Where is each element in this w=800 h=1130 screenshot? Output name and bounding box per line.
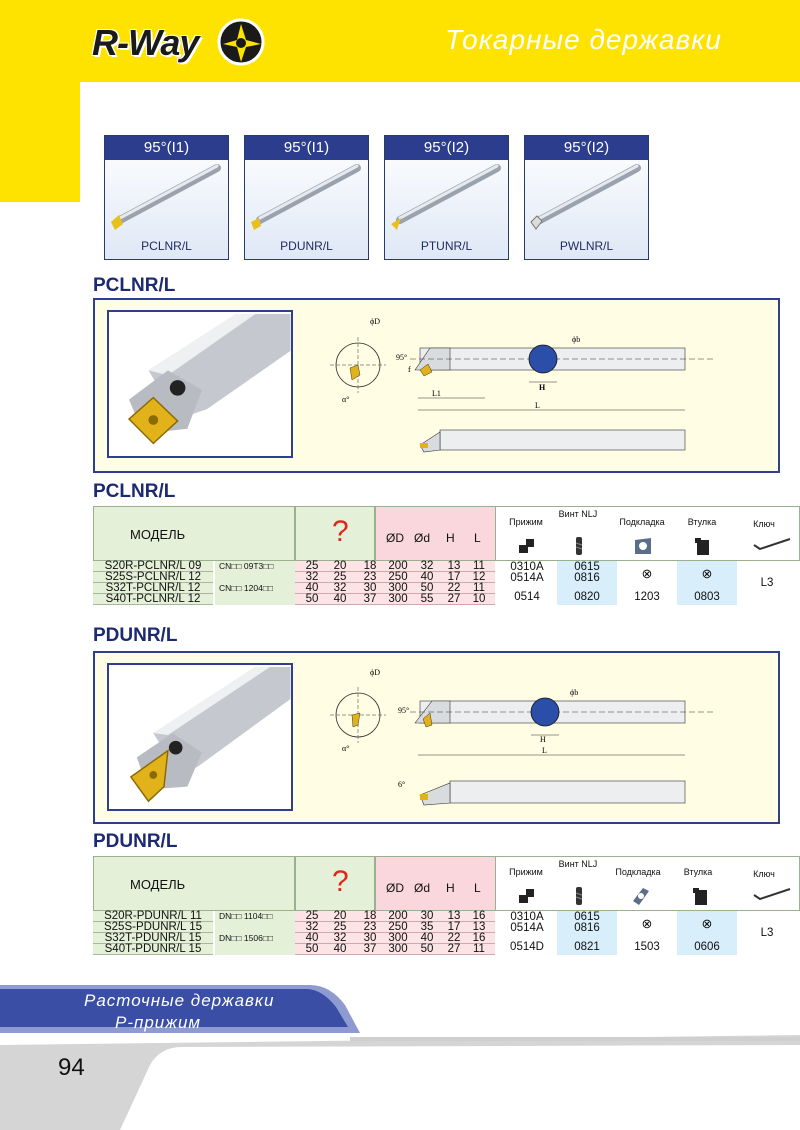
- parts-header-cell: [495, 506, 800, 561]
- model-cell: S40T-PDUNR/L 15: [93, 944, 213, 955]
- pdunr-technical-drawing: [320, 663, 770, 818]
- clamp-icon: [516, 535, 538, 557]
- dim-h-label: H: [539, 383, 546, 392]
- insert-cell: CN□□ 09T3□□: [215, 561, 295, 572]
- dim-header: L: [474, 881, 481, 895]
- dim-angle-label: 95°: [398, 706, 410, 715]
- card-label: PTUNR/L: [420, 239, 473, 253]
- dim-header: L: [474, 531, 481, 545]
- dim-cell: 50: [420, 943, 434, 955]
- clamp-cell: 0514A: [510, 922, 544, 934]
- section-title-pclnr: PCLNR/L: [93, 275, 176, 296]
- card-angle: 95°(I1): [105, 136, 228, 160]
- insert-cell: [215, 922, 295, 933]
- pclnr-drawing-panel: [93, 298, 780, 473]
- dim-f-label: f: [408, 365, 411, 374]
- page-number: 94: [58, 1054, 85, 1081]
- holder-photo-image: [109, 312, 291, 456]
- model-header-cell: [93, 506, 295, 561]
- dim-cell: 22: [447, 932, 461, 944]
- dim-cell: 32: [305, 571, 319, 583]
- card-angle: 95°(I2): [525, 136, 648, 160]
- card-angle: 95°(I2): [385, 136, 508, 160]
- shim-cell: 1503: [634, 941, 660, 953]
- insert-cell: [215, 594, 295, 605]
- dim-cell: 25: [333, 571, 347, 583]
- dim-cell: 12: [472, 571, 486, 583]
- dim-cell: 40: [333, 593, 347, 605]
- dim-cell: 17: [447, 921, 461, 933]
- holder-photo-image: [109, 665, 291, 809]
- dim-header: ØD: [386, 881, 404, 895]
- dim-cell: 40: [333, 943, 347, 955]
- dim-cell: 27: [447, 593, 461, 605]
- dim-angle-label: 95°: [396, 353, 408, 362]
- insert-cell: [215, 572, 295, 583]
- dim-header: ØD: [386, 531, 404, 545]
- dim-cell: 50: [305, 593, 319, 605]
- dim-alpha-label: α°: [342, 744, 350, 753]
- dim-cell: 23: [363, 571, 377, 583]
- footer-line1: Расточные державки: [84, 991, 275, 1010]
- part-header: Винт NLJ: [558, 509, 598, 519]
- dim-cell: 200: [388, 910, 408, 922]
- clamp-cell: 0514: [514, 591, 540, 603]
- sleeve-icon: [692, 535, 714, 557]
- dim-cell: 300: [388, 943, 408, 955]
- side-tab: [0, 82, 80, 202]
- dim-d-label: ϕD: [370, 317, 380, 326]
- screw-cell: 0615: [574, 561, 600, 573]
- clamp-cell: 0310A: [510, 561, 544, 573]
- dim-cell: 32: [305, 921, 319, 933]
- type-card-ptunr[interactable]: [384, 135, 509, 260]
- model-cell: S25S-PCLNR/L 12: [93, 572, 213, 583]
- model-cell: S20R-PDUNR/L 11: [93, 911, 213, 922]
- insert-cell: CN□□ 1204□□: [215, 583, 295, 594]
- part-header: Винт NLJ: [558, 859, 598, 869]
- dim-header: Ød: [414, 881, 431, 895]
- model-cell: S32T-PDUNR/L 15: [93, 933, 213, 944]
- part-header: Ключ: [753, 869, 775, 879]
- dim-l-label: L: [535, 401, 540, 410]
- dim-cell: 30: [420, 910, 434, 922]
- model-cell: S32T-PCLNR/L 12: [93, 583, 213, 594]
- pclnr-photo: [107, 310, 293, 458]
- insert-header-cell: [295, 506, 375, 561]
- pdunr-photo: [107, 663, 293, 811]
- holder-image: [245, 160, 368, 240]
- dim-header: H: [446, 881, 455, 895]
- key-cell: L3: [760, 927, 774, 939]
- dim-beta-label: 6°: [398, 780, 406, 789]
- table-title-pdunr: PDUNR/L: [93, 831, 178, 852]
- part-header: Ключ: [753, 519, 775, 529]
- dim-cell: 16: [472, 910, 486, 922]
- clamp-icon: [516, 885, 538, 907]
- dim-cell: 40: [420, 571, 434, 583]
- key-icon: [752, 885, 792, 907]
- sleeve-cell: 0606: [694, 941, 720, 953]
- part-header: Втулка: [687, 517, 717, 527]
- dim-h-label: H: [540, 735, 546, 744]
- dim-cell: 11: [473, 582, 485, 594]
- dim-l-label: L: [542, 746, 547, 755]
- dim-cell: 25: [305, 560, 319, 572]
- dim-cell: 32: [333, 932, 347, 944]
- parts-header-cell: [495, 856, 800, 911]
- pdunr-spec-table: [93, 856, 800, 970]
- dim-d-label: ϕD: [370, 668, 380, 677]
- insert-cell: [215, 944, 295, 955]
- dim-cell: 23: [363, 921, 377, 933]
- dim-cell: 40: [420, 932, 434, 944]
- dim-cell: 300: [388, 593, 408, 605]
- dim-alpha-label: α°: [342, 395, 350, 404]
- section-title-pdunr: PDUNR/L: [93, 625, 178, 646]
- dim-header: H: [446, 531, 455, 545]
- footer-line2: P-прижим: [115, 1013, 202, 1032]
- dim-cell: 11: [473, 943, 485, 955]
- part-header: Подкладка: [619, 517, 665, 527]
- dim-cell: 30: [363, 582, 377, 594]
- holder-image: [385, 160, 508, 240]
- table-title-pclnr: PCLNR/L: [93, 481, 176, 502]
- table-row: [93, 944, 495, 955]
- card-label: PCLNR/L: [141, 239, 192, 253]
- dim-cell: 300: [388, 932, 408, 944]
- dim-cell: 200: [388, 560, 408, 572]
- shim-none-cell: ⊗: [641, 566, 653, 581]
- dim-b-label: ϕb: [572, 335, 581, 344]
- screw-cell: 0615: [574, 911, 600, 923]
- brand-logo-icon: [215, 16, 267, 68]
- screw-cell: 0820: [574, 591, 600, 603]
- insert-header-cell: [295, 856, 375, 911]
- key-cell: L3: [760, 577, 774, 589]
- screw-cell: 0816: [574, 922, 600, 934]
- model-header: МОДЕЛЬ: [130, 877, 186, 892]
- dim-cell: 50: [420, 582, 434, 594]
- dim-cell: 37: [363, 593, 377, 605]
- dim-cell: 250: [388, 921, 408, 933]
- screw-cell: 0821: [574, 941, 600, 953]
- card-label: PWLNR/L: [559, 239, 614, 253]
- dim-cell: 16: [472, 932, 486, 944]
- shim-none-cell: ⊗: [641, 916, 653, 931]
- dim-cell: 18: [363, 560, 377, 572]
- part-header: Прижим: [509, 867, 543, 877]
- dim-cell: 37: [363, 943, 377, 955]
- dim-cell: 30: [363, 932, 377, 944]
- dim-cell: 40: [305, 582, 319, 594]
- screw-icon: [568, 885, 590, 907]
- part-header: Втулка: [683, 867, 713, 877]
- dim-cell: 11: [473, 560, 485, 572]
- dim-cell: 22: [447, 582, 461, 594]
- dim-cell: 50: [305, 943, 319, 955]
- sleeve-icon: [690, 885, 712, 907]
- dim-b-label: ϕb: [570, 688, 579, 697]
- dim-cell: 20: [333, 910, 347, 922]
- dim-cell: 40: [305, 932, 319, 944]
- holder-image: [525, 160, 648, 240]
- dim-cell: 55: [420, 593, 434, 605]
- table-row: [93, 594, 495, 605]
- card-angle: 95°(I1): [245, 136, 368, 160]
- section-title-header: Токарные державки: [444, 24, 722, 55]
- dim-cell: 300: [388, 582, 408, 594]
- card-label: PDUNR/L: [280, 239, 333, 253]
- insert-question-mark: ?: [332, 865, 349, 898]
- model-header: МОДЕЛЬ: [130, 527, 186, 542]
- part-header: Прижим: [509, 517, 543, 527]
- dim-cell: 13: [472, 921, 486, 933]
- pclnr-spec-table: [93, 506, 800, 620]
- dims-cells: [295, 944, 495, 955]
- model-cell: S40T-PCLNR/L 12: [93, 594, 213, 605]
- sleeve-none-cell: ⊗: [701, 916, 713, 931]
- insert-cell: DN□□ 1506□□: [215, 933, 295, 944]
- dim-cell: 32: [333, 582, 347, 594]
- dim-cell: 10: [472, 593, 486, 605]
- model-cell: S20R-PCLNR/L 09: [93, 561, 213, 572]
- model-header-cell: [93, 856, 295, 911]
- part-header: Подкладка: [615, 867, 661, 877]
- shim-cell: 1203: [634, 591, 660, 603]
- dims-cells: [295, 594, 495, 605]
- sleeve-none-cell: ⊗: [701, 566, 713, 581]
- screw-icon: [568, 535, 590, 557]
- brand-logo-text: R-Way: [92, 22, 199, 63]
- dim-cell: 13: [447, 910, 461, 922]
- dim-cell: 32: [420, 560, 434, 572]
- shim-icon: [632, 535, 654, 557]
- dim-cell: 18: [363, 910, 377, 922]
- type-card-pdunr[interactable]: [244, 135, 369, 260]
- dim-cell: 27: [447, 943, 461, 955]
- clamp-cell: 0514D: [510, 941, 544, 953]
- dim-l1-label: L1: [432, 389, 441, 398]
- dim-cell: 25: [305, 910, 319, 922]
- dim-cell: 25: [333, 921, 347, 933]
- screw-cell: 0816: [574, 572, 600, 584]
- dim-cell: 250: [388, 571, 408, 583]
- dim-cell: 17: [447, 571, 461, 583]
- dim-cell: 20: [333, 560, 347, 572]
- insert-question-mark: ?: [332, 515, 349, 548]
- type-card-pclnr[interactable]: [104, 135, 229, 260]
- sleeve-cell: 0803: [694, 591, 720, 603]
- dim-cell: 13: [447, 560, 461, 572]
- dim-cell: 35: [420, 921, 434, 933]
- pdunr-drawing-panel: [93, 651, 780, 824]
- key-icon: [752, 535, 792, 557]
- insert-cell: DN□□ 1104□□: [215, 911, 295, 922]
- dim-header: Ød: [414, 531, 431, 545]
- shim-icon: [630, 885, 652, 907]
- type-card-pwlnr[interactable]: [524, 135, 649, 260]
- clamp-cell: 0310A: [510, 911, 544, 923]
- clamp-cell: 0514A: [510, 572, 544, 584]
- model-cell: S25S-PDUNR/L 15: [93, 922, 213, 933]
- pclnr-technical-drawing: [320, 310, 770, 465]
- holder-image: [105, 160, 228, 240]
